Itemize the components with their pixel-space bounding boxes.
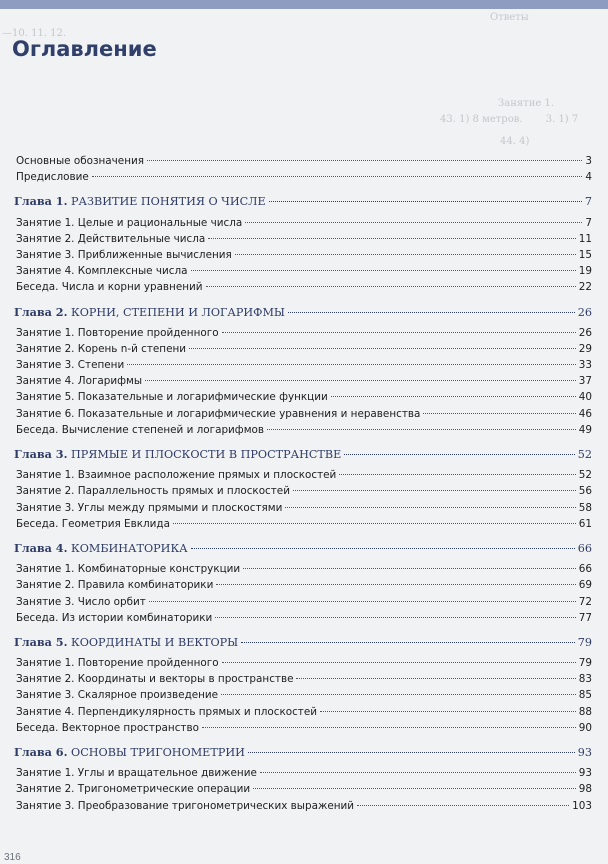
page-number: 93 [578, 767, 592, 780]
entry-title: Занятие 4. Перпендикулярность прямых и плоскостей [16, 705, 318, 718]
page-number: 58 [578, 501, 592, 514]
entry-title: Занятие 3. Приближенные вычисления [16, 248, 232, 261]
dot-leader [191, 548, 575, 549]
table-of-contents [14, 155, 592, 816]
toc-entry [14, 689, 592, 705]
chapter-heading [14, 745, 245, 759]
entry-title: Занятие 4. Логарифмы [16, 375, 143, 388]
dot-leader [221, 694, 576, 695]
chapter-label: Глава 5. [14, 634, 68, 649]
entry-title: Беседа. Геометрия Евклида [16, 517, 170, 530]
toc-entry [14, 233, 592, 249]
dot-leader [147, 160, 582, 161]
toc-entry [14, 249, 592, 265]
toc-entry [14, 563, 592, 579]
page-number: 103 [572, 799, 592, 812]
dot-leader [285, 507, 575, 508]
toc-intro-entry [14, 171, 592, 187]
top-color-bar [0, 0, 608, 9]
chapter-label: Глава 6. [14, 745, 68, 759]
entry-title: Занятие 1. Углы и вращательное движение [16, 767, 257, 780]
toc-entry [14, 327, 592, 343]
page-number: 7 [585, 216, 592, 229]
toc-entry [14, 469, 592, 485]
page-number: 7 [584, 195, 592, 209]
entry-title: Занятие 2. Тригонометрические операции [16, 783, 251, 796]
entry-title: Занятие 5. Показательные и логарифмические функции [16, 391, 328, 404]
toc-chapter-row [14, 194, 592, 210]
chapter-heading [14, 305, 285, 319]
dot-leader [149, 601, 576, 602]
page-number: 37 [578, 375, 592, 388]
entry-title: Занятие 1. Целые и рациональные числа [16, 216, 243, 229]
toc-entry [14, 706, 592, 722]
dot-leader [127, 364, 576, 365]
toc-entry [14, 485, 592, 501]
page-number: 79 [577, 635, 592, 649]
bleed-through-line: 43. 1) 8 метров. 3. 1) 7 [440, 114, 579, 125]
toc-entry [14, 767, 592, 783]
entry-title: Занятие 1. Повторение пройденного [16, 657, 219, 670]
toc-entry [14, 217, 592, 233]
page-number: 52 [577, 448, 592, 461]
entry-title: Занятие 3. Скалярное произведение [16, 689, 219, 702]
entry-title: Предисловие [16, 171, 89, 184]
dot-leader [191, 270, 576, 271]
dot-leader [339, 474, 575, 475]
entry-title: Занятие 3. Углы между прямыми и плоскостями [16, 501, 283, 514]
toc-entry [14, 657, 592, 673]
toc-entry [14, 783, 592, 799]
page-number: 40 [578, 391, 592, 404]
entry-title: Занятие 2. Корень n-й степени [16, 342, 187, 355]
dot-leader [245, 222, 582, 223]
chapter-name: КООРДИНАТЫ И ВЕКТОРЫ [71, 635, 239, 649]
dot-leader [208, 238, 576, 239]
page-number: 29 [578, 342, 592, 355]
page-title: Оглавление [12, 37, 157, 61]
dot-leader [344, 454, 574, 455]
page-number: 22 [578, 281, 592, 294]
entry-title: Беседа. Числа и корни уравнений [16, 281, 203, 294]
dot-leader [248, 752, 575, 753]
entry-title: Занятие 3. Число орбит [16, 595, 146, 608]
page-number: 98 [578, 783, 592, 796]
toc-entry [14, 673, 592, 689]
dot-leader [216, 584, 575, 585]
page-number: 66 [578, 563, 592, 576]
dot-leader [206, 286, 576, 287]
toc-entry [14, 502, 592, 518]
toc-entry [14, 408, 592, 424]
entry-title: Беседа. Из истории комбинаторики [16, 611, 213, 624]
toc-entry [14, 722, 592, 738]
page-number: 88 [578, 705, 592, 718]
page-number: 33 [578, 359, 592, 372]
toc-chapter-row [14, 745, 592, 761]
dot-leader [222, 662, 576, 663]
chapter-label: Глава 1. [14, 194, 68, 209]
chapter-name: РАЗВИТИЕ ПОНЯТИЯ О ЧИСЛЕ [71, 195, 266, 209]
dot-leader [235, 254, 576, 255]
entry-title: Занятие 2. Действительные числа [16, 232, 206, 245]
toc-entry [14, 343, 592, 359]
dot-leader [269, 201, 582, 202]
page-number: 46 [578, 407, 592, 420]
toc-entry [14, 579, 592, 595]
entry-title: Занятие 2. Правила комбинаторики [16, 579, 214, 592]
page-number: 26 [578, 326, 592, 339]
bleed-through-line: 44. 4) [500, 136, 530, 147]
dot-leader [173, 523, 576, 524]
entry-title: Беседа. Вычисление степеней и логарифмов [16, 423, 265, 436]
toc-chapter-row [14, 447, 592, 463]
chapter-label: Глава 3. [14, 447, 68, 461]
dot-leader [215, 617, 576, 618]
page-number: 66 [577, 541, 592, 555]
entry-title: Беседа. Векторное пространство [16, 721, 199, 734]
dot-leader [293, 490, 576, 491]
page-number: 61 [578, 517, 592, 530]
dot-leader [253, 788, 576, 789]
page-number: 79 [578, 657, 592, 670]
dot-leader [260, 772, 576, 773]
toc-chapter-row [14, 541, 592, 557]
dot-leader [288, 312, 575, 313]
chapter-name: КОРНИ, СТЕПЕНИ И ЛОГАРИФМЫ [71, 305, 285, 319]
bleed-through-line: Ответы [490, 12, 529, 23]
page-number: 56 [578, 485, 592, 498]
chapter-label: Глава 2. [14, 304, 68, 319]
entry-title: Занятие 1. Повторение пройденного [16, 326, 219, 339]
page-number: 3 [585, 155, 592, 167]
page-number-footer: 316 [4, 852, 21, 863]
dot-leader [320, 711, 576, 712]
dot-leader [331, 396, 576, 397]
chapter-name: ПРЯМЫЕ И ПЛОСКОСТИ В ПРОСТРАНСТВЕ [71, 448, 342, 461]
page-number: 52 [578, 469, 592, 482]
entry-title: Основные обозначения [16, 155, 144, 167]
dot-leader [189, 348, 576, 349]
dot-leader [357, 805, 569, 806]
page-number: 77 [578, 611, 592, 624]
dot-leader [202, 727, 576, 728]
toc-intro-entry [14, 155, 592, 171]
page-number: 26 [577, 305, 592, 319]
page-number: 19 [578, 265, 592, 278]
bleed-through-line: Занятие 1. [498, 98, 555, 109]
page-number: 69 [578, 579, 592, 592]
dot-leader [243, 568, 576, 569]
toc-entry [14, 265, 592, 281]
chapter-heading [14, 541, 188, 555]
toc-chapter-row [14, 635, 592, 651]
chapter-heading [14, 194, 266, 208]
page-number: 93 [577, 746, 592, 759]
toc-entry [14, 281, 592, 297]
entry-title: Занятие 2. Координаты и векторы в пространстве [16, 673, 294, 686]
entry-title: Занятие 6. Показательные и логарифмические уравнения и неравенства [16, 407, 421, 420]
dot-leader [222, 332, 576, 333]
toc-chapter-row [14, 305, 592, 321]
dot-leader [145, 380, 576, 381]
entry-title: Занятие 1. Комбинаторные конструкции [16, 563, 241, 576]
page-number: 11 [578, 232, 592, 245]
dot-leader [296, 678, 575, 679]
toc-entry [14, 359, 592, 375]
chapter-name: КОМБИНАТОРИКА [71, 541, 188, 555]
entry-title: Занятие 3. Степени [16, 359, 125, 372]
toc-entry [14, 424, 592, 440]
dot-leader [241, 642, 575, 643]
dot-leader [267, 429, 576, 430]
entry-title: Занятие 4. Комплексные числа [16, 265, 188, 278]
toc-entry [14, 518, 592, 534]
page-number: 85 [578, 689, 592, 702]
page-number: 72 [578, 595, 592, 608]
page-number: 90 [578, 721, 592, 734]
toc-entry [14, 375, 592, 391]
entry-title: Занятие 3. Преобразование тригонометрических выражений [16, 799, 355, 812]
chapter-heading [14, 447, 341, 461]
page-number: 49 [578, 423, 592, 436]
dot-leader [92, 176, 583, 177]
page-number: 4 [585, 171, 592, 184]
chapter-heading [14, 635, 238, 649]
entry-title: Занятие 1. Взаимное расположение прямых и плоскостей [16, 469, 337, 482]
toc-entry [14, 596, 592, 612]
dot-leader [423, 413, 575, 414]
chapter-name: ОСНОВЫ ТРИГОНОМЕТРИИ [71, 746, 245, 759]
toc-entry [14, 612, 592, 628]
bleed-through-line: —10. 11. 12. [2, 28, 67, 39]
chapter-label: Глава 4. [14, 540, 68, 555]
toc-entry [14, 391, 592, 407]
page-number: 83 [578, 673, 592, 686]
page-number: 15 [578, 248, 592, 261]
toc-entry [14, 800, 592, 816]
entry-title: Занятие 2. Параллельность прямых и плоскостей [16, 485, 290, 498]
